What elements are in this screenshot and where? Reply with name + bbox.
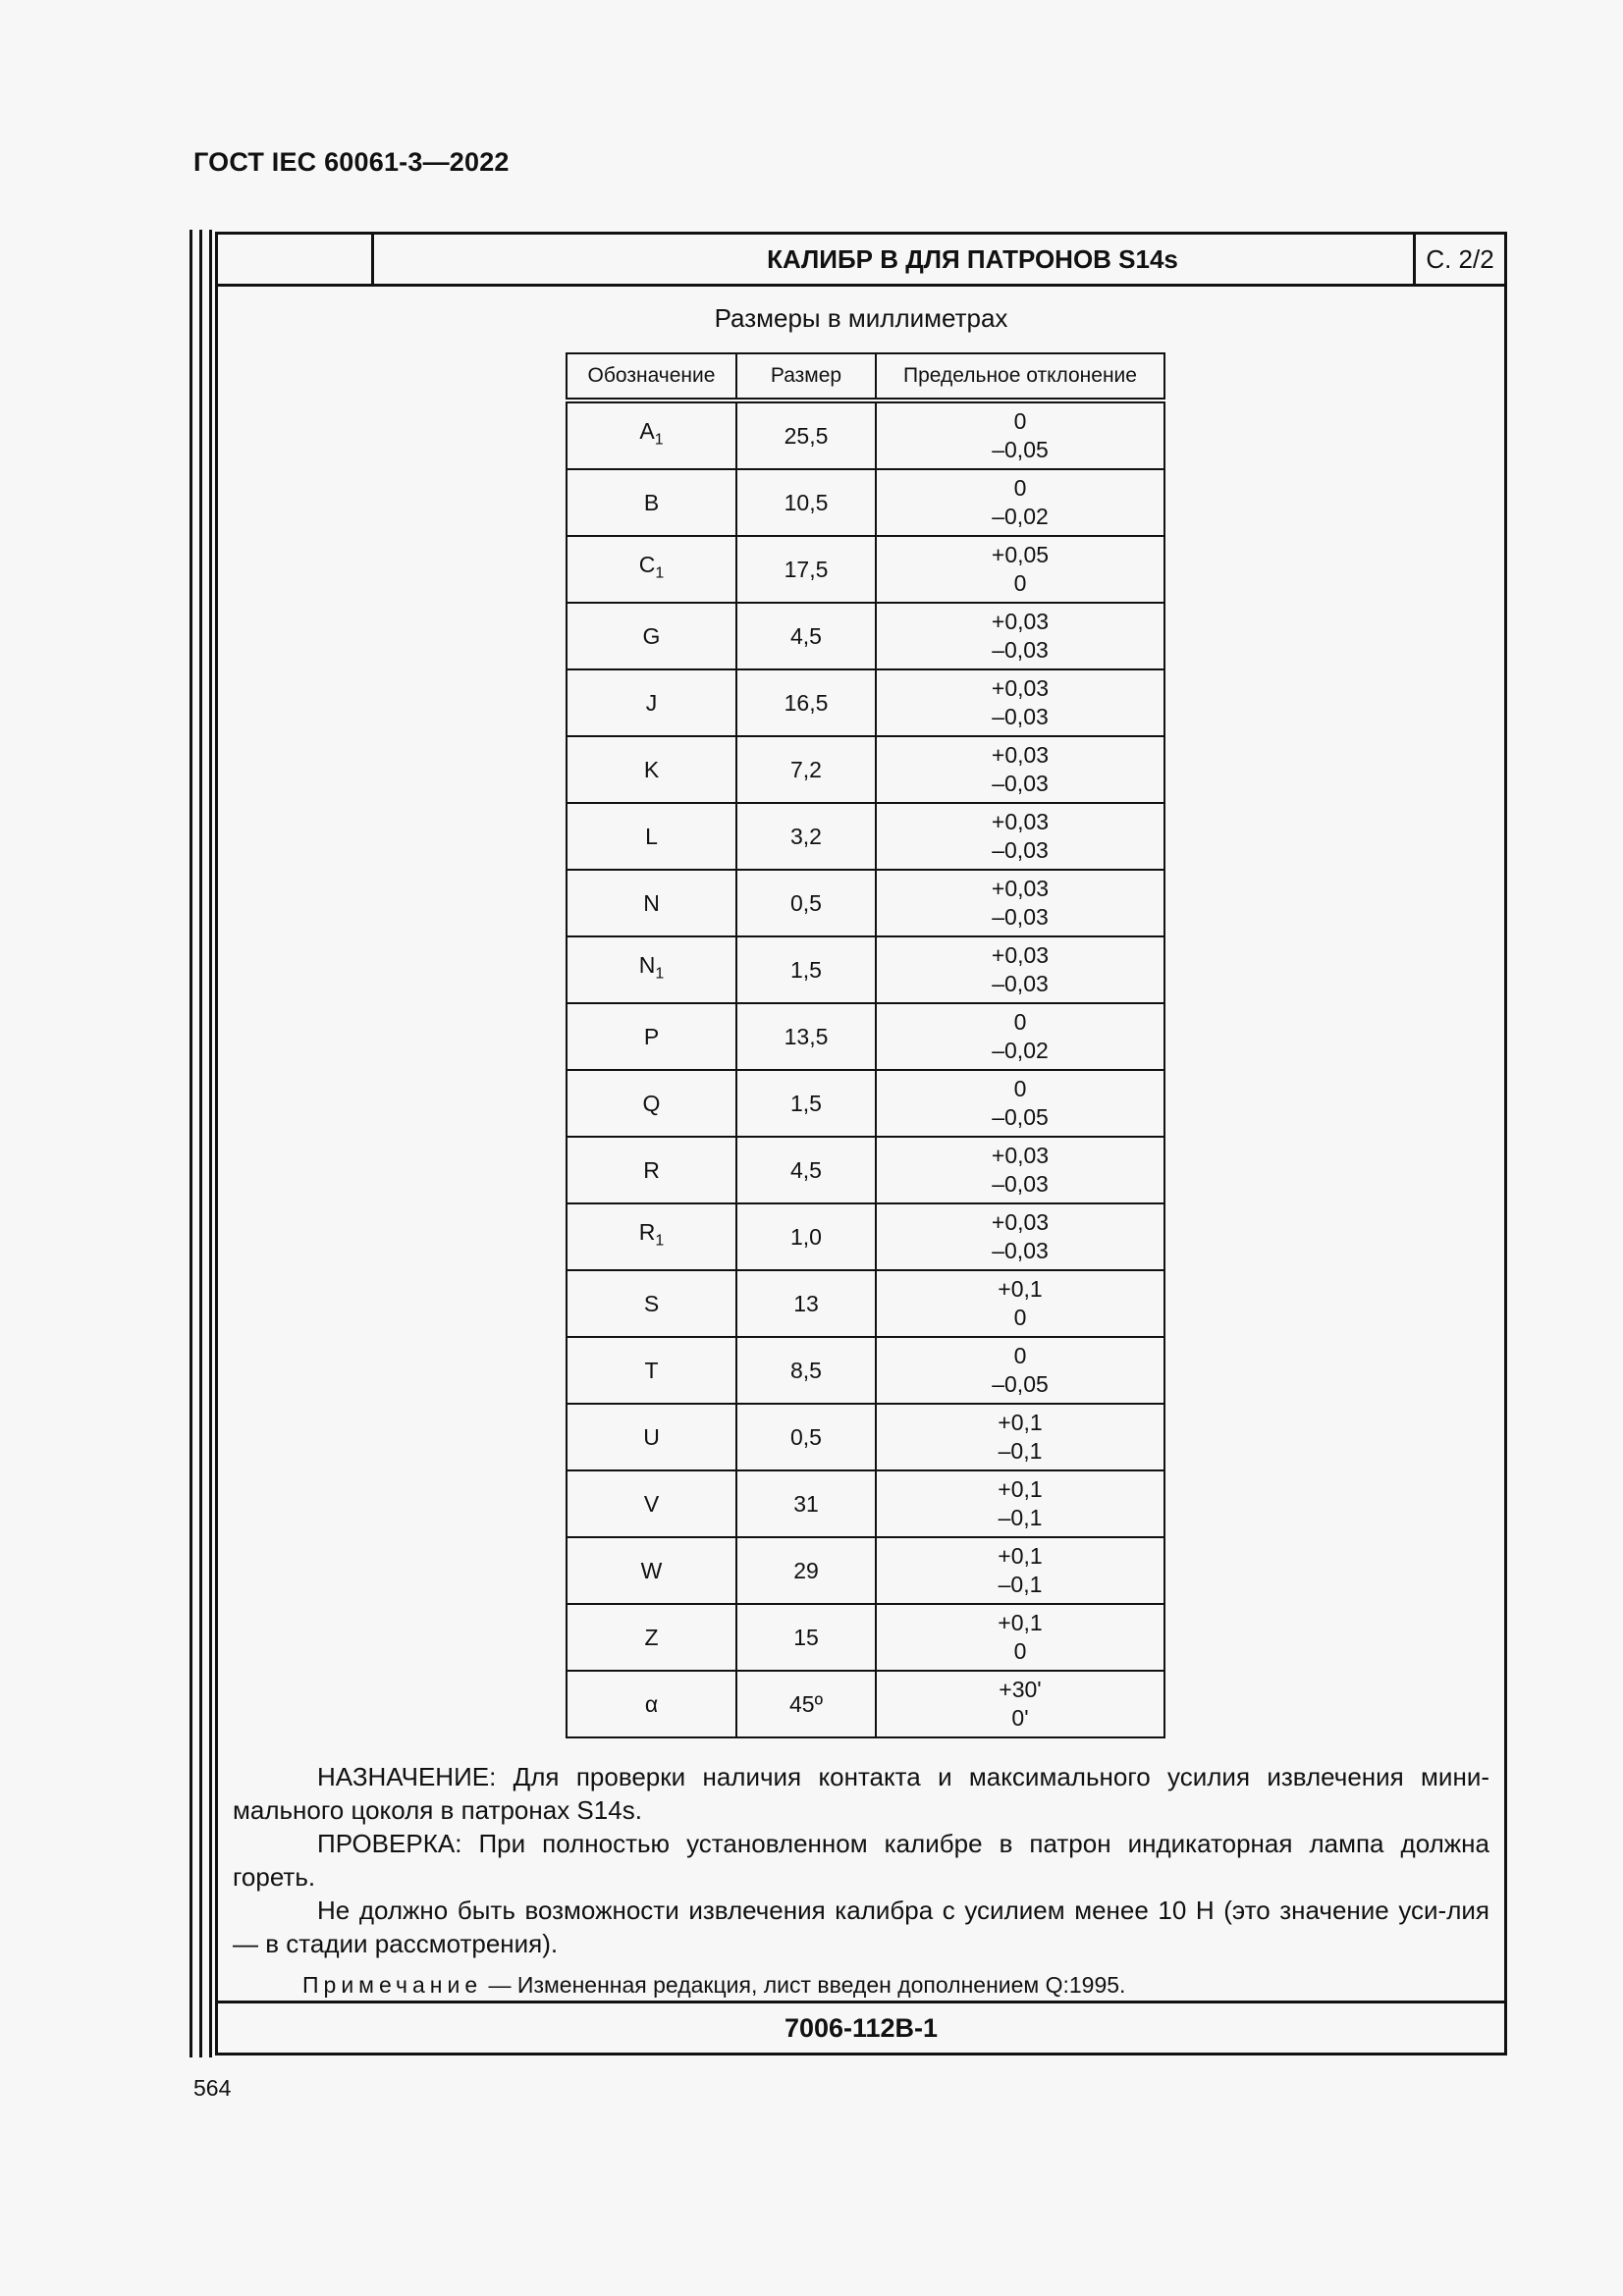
note-label: Примечание [302, 1972, 483, 1998]
upper-deviation: +0,1 [998, 1610, 1043, 1635]
designation: L [645, 823, 658, 849]
lower-deviation: –0,03 [992, 837, 1049, 863]
tolerance-cell [876, 1003, 1164, 1070]
lower-deviation: –0,05 [992, 1104, 1049, 1130]
lower-deviation: –0,1 [998, 1572, 1043, 1597]
table-row [567, 803, 1164, 870]
tolerance-cell [876, 936, 1164, 1003]
page-number: 564 [193, 2075, 232, 2101]
upper-deviation: +0,03 [991, 942, 1050, 968]
upper-deviation: +0,03 [991, 809, 1050, 834]
designation-cell [567, 469, 736, 536]
size-cell: 31 [736, 1470, 876, 1537]
dimensions-table [566, 352, 1165, 1738]
upper-deviation: +0,1 [998, 1476, 1043, 1502]
size-cell: 7,2 [736, 736, 876, 803]
designation-cell [567, 400, 736, 469]
designation: U [643, 1423, 660, 1450]
designation-cell [567, 536, 736, 603]
lower-deviation: 0' [1011, 1705, 1029, 1731]
table-row [567, 400, 1164, 469]
sheet-title: КАЛИБР В ДЛЯ ПАТРОНОВ S14s [767, 243, 1178, 274]
lower-deviation: –0,03 [992, 904, 1049, 930]
designation-cell [567, 1337, 736, 1404]
table-row [567, 1537, 1164, 1604]
table-row [567, 669, 1164, 736]
lower-deviation: –0,02 [992, 1038, 1049, 1063]
designation-subscript: 1 [655, 1232, 665, 1250]
lower-deviation: –0,03 [992, 771, 1049, 796]
designation: B [643, 489, 660, 515]
lower-deviation: –0,03 [992, 704, 1049, 729]
lower-deviation: –0,02 [992, 504, 1049, 529]
designation: N [638, 952, 656, 979]
size-cell: 0,5 [736, 1404, 876, 1470]
designation: V [643, 1490, 660, 1517]
tolerance-cell [876, 603, 1164, 669]
upper-deviation: +0,05 [991, 542, 1050, 567]
tolerance-cell [876, 1337, 1164, 1404]
size-cell: 1,0 [736, 1203, 876, 1270]
upper-deviation: 0 [1013, 1343, 1027, 1368]
table-row [567, 736, 1164, 803]
designation-subscript: 1 [654, 431, 664, 449]
lower-deviation: –0,1 [998, 1505, 1043, 1530]
upper-deviation: +0,1 [998, 1276, 1043, 1302]
tolerance-cell [876, 803, 1164, 870]
table-row [567, 936, 1164, 1003]
designation-cell [567, 1470, 736, 1537]
designation-cell [567, 1070, 736, 1137]
designation-cell [567, 1270, 736, 1337]
table-row [567, 469, 1164, 536]
designation: C [638, 552, 656, 578]
tolerance-cell [876, 870, 1164, 936]
upper-deviation: +0,03 [991, 1143, 1050, 1168]
designation: J [645, 689, 658, 716]
table-row [567, 1270, 1164, 1337]
designation-cell [567, 736, 736, 803]
document-header: ГОСТ IEC 60061-3—2022 [193, 147, 510, 177]
tolerance-cell [876, 1137, 1164, 1203]
size-cell: 13 [736, 1270, 876, 1337]
table-row [567, 1404, 1164, 1470]
designation-cell [567, 1137, 736, 1203]
lower-deviation: –0,03 [992, 1171, 1049, 1197]
size-cell: 13,5 [736, 1003, 876, 1070]
designation-subscript: 1 [655, 965, 665, 983]
designation-cell [567, 1404, 736, 1470]
designation: G [642, 622, 661, 649]
table-row [567, 870, 1164, 936]
designation-cell [567, 1604, 736, 1671]
designation-cell [567, 1671, 736, 1737]
designation: T [644, 1357, 659, 1383]
size-cell: 8,5 [736, 1337, 876, 1404]
tolerance-cell [876, 1470, 1164, 1537]
size-cell: 17,5 [736, 536, 876, 603]
designation-cell [567, 1003, 736, 1070]
designation-cell [567, 603, 736, 669]
designation-cell [567, 1203, 736, 1270]
check-paragraph: ПРОВЕРКА: При полностью установленном калибре в патрон индикаторная лампа должна гореть. [233, 1829, 1489, 1892]
table-row [567, 1470, 1164, 1537]
tolerance-cell [876, 1270, 1164, 1337]
sheet-frame [215, 232, 1507, 2056]
units-caption: Размеры в миллиметрах [714, 303, 1008, 333]
size-cell: 3,2 [736, 803, 876, 870]
tolerance-cell [876, 536, 1164, 603]
size-cell: 4,5 [736, 1137, 876, 1203]
size-cell: 25,5 [736, 400, 876, 469]
margin-bars [189, 230, 217, 2057]
table-row [567, 1337, 1164, 1404]
lower-deviation: 0 [1013, 1638, 1027, 1664]
column-header: Размер [736, 353, 876, 400]
size-cell: 15 [736, 1604, 876, 1671]
upper-deviation: +0,03 [991, 609, 1050, 634]
lower-deviation: –0,05 [992, 1371, 1049, 1397]
tolerance-cell [876, 1604, 1164, 1671]
designation-subscript: 1 [655, 564, 665, 582]
upper-deviation: 0 [1013, 475, 1027, 501]
designation-cell [567, 669, 736, 736]
tolerance-cell [876, 400, 1164, 469]
column-header: Предельное отклонение [876, 353, 1164, 400]
tolerance-cell [876, 1537, 1164, 1604]
tolerance-cell [876, 1203, 1164, 1270]
lower-deviation: 0 [1013, 1305, 1027, 1330]
lower-deviation: –0,03 [992, 637, 1049, 663]
designation: N [643, 889, 660, 916]
table-row [567, 1604, 1164, 1671]
force-paragraph: Не должно быть возможности извлечения калибра с усилием менее 10 Н (это значение уси-лия — в стадии рассмотрения). [233, 1896, 1489, 1958]
upper-deviation: 0 [1013, 408, 1027, 434]
table-row [567, 1203, 1164, 1270]
designation: A [639, 418, 655, 445]
upper-deviation: +0,03 [991, 876, 1050, 901]
upper-deviation: +0,1 [998, 1543, 1043, 1569]
upper-deviation: 0 [1013, 1076, 1027, 1101]
tolerance-cell [876, 669, 1164, 736]
size-cell: 4,5 [736, 603, 876, 669]
designation: W [640, 1557, 663, 1583]
designation-cell [567, 1537, 736, 1604]
upper-deviation: +30' [999, 1677, 1042, 1702]
tolerance-cell [876, 1671, 1164, 1737]
size-cell: 16,5 [736, 669, 876, 736]
size-cell: 0,5 [736, 870, 876, 936]
designation: K [643, 756, 660, 782]
lower-deviation: 0 [1013, 570, 1027, 596]
note-text: — Измененная редакция, лист введен дополнением Q:1995. [482, 1972, 1126, 1998]
tolerance-cell [876, 469, 1164, 536]
upper-deviation: +0,03 [991, 1209, 1050, 1235]
sheet-code: 7006-112B-1 [218, 2001, 1504, 2053]
size-cell: 10,5 [736, 469, 876, 536]
lower-deviation: –0,1 [998, 1438, 1043, 1464]
table-row [567, 603, 1164, 669]
lower-deviation: –0,05 [992, 437, 1049, 462]
upper-deviation: +0,1 [998, 1410, 1043, 1435]
note [302, 1972, 1125, 1999]
title-row [218, 235, 1504, 287]
table-row [567, 1003, 1164, 1070]
designation-cell [567, 870, 736, 936]
designation: Q [642, 1090, 661, 1116]
designation: P [643, 1023, 660, 1049]
column-header: Обозначение [567, 353, 736, 400]
designation: α [644, 1690, 659, 1717]
designation-cell [567, 803, 736, 870]
designation: R [643, 1156, 660, 1183]
table-row [567, 1070, 1164, 1137]
purpose-paragraph: НАЗНАЧЕНИЕ: Для проверки наличия контакта и максимального усилия извлечения мини-мального цоколя в патронах S14s. [233, 1762, 1489, 1825]
designation-cell [567, 936, 736, 1003]
table-row [567, 1671, 1164, 1737]
size-cell: 45º [736, 1671, 876, 1737]
tolerance-cell [876, 736, 1164, 803]
sheet-number: С. 2/2 [1413, 235, 1504, 284]
upper-deviation: +0,03 [991, 742, 1050, 768]
title-empty-cell [218, 235, 374, 284]
table-row [567, 1137, 1164, 1203]
upper-deviation: +0,03 [991, 675, 1050, 701]
designation: R [638, 1219, 656, 1246]
lower-deviation: –0,03 [992, 971, 1049, 996]
description [233, 1760, 1489, 1960]
size-cell: 1,5 [736, 1070, 876, 1137]
upper-deviation: 0 [1013, 1009, 1027, 1035]
size-cell: 29 [736, 1537, 876, 1604]
designation: S [643, 1290, 660, 1316]
lower-deviation: –0,03 [992, 1238, 1049, 1263]
designation: Z [644, 1624, 659, 1650]
size-cell: 1,5 [736, 936, 876, 1003]
tolerance-cell [876, 1404, 1164, 1470]
table-row [567, 536, 1164, 603]
tolerance-cell [876, 1070, 1164, 1137]
